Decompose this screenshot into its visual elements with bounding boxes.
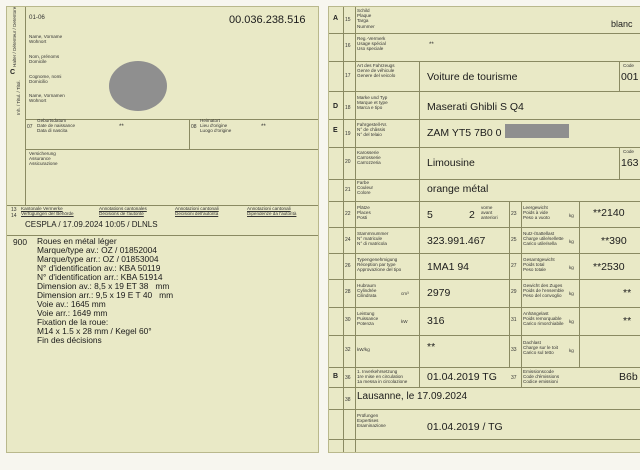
displacement-value: 2979 [427,287,451,299]
towing-labels: Anhängelast Poids remorquable Carico rimorchiabile [523,311,564,327]
chassis-value: ZAM YT5 7B0 0 [427,127,502,139]
row-num-36: 36 [345,375,351,381]
kg-unit-6: kg [569,348,574,353]
row-num-24: 24 [345,237,351,243]
section-letter-a: A [333,15,339,22]
holder-labels-4: Name, Vornamen Wohnort [29,93,65,104]
body-code-value: 163 [621,157,639,169]
payload-value: **390 [601,235,627,247]
row-num-14: 14 [11,213,17,219]
type-approval-value: 1MA1 94 [427,261,470,273]
insurance-labels: Versicherung Assurance Assicurazione [29,151,58,167]
row-num-07: 07 [27,124,33,130]
row-num-21: 21 [345,187,351,193]
footer-label-2: Annotations cantonales Décisions de l'autorité [99,206,147,217]
decision-text: Roues en métal léger Marque/type av.: OZ / 01852004 Marque/type arr.: OZ / 01853004 N° d'identification av.: KBA 50119 N° d'identification arr.: KBA 51914 Dimension av.: 8,5 x 19 ET 38 mm Dimension arr.: 9,5 x 19 E T 40 mm Voie av.: 1645 mm Voie arr.: 1649 mm Fixation de la roue: M14 x 1.5 x 28 mm / Kegel 60° Fin des décisions [37,236,174,345]
first-registration-labels: 1. Inverkehrsetzung 1re mise en circulation 1a messa in circolazione [357,369,408,385]
origin-value: ** [261,123,266,130]
kg-unit-4: kg [569,291,574,296]
row-num-29: 29 [511,289,517,295]
inspection-labels: Prüfungen Expertises Esaminazione [357,413,386,429]
body-code-label: Code [623,149,634,154]
redacted-chassis [505,124,569,138]
row-num-17: 17 [345,73,351,79]
footer-label-3: Annotazioni cantonali Decisioni dell'autorità [175,206,219,217]
row-num-27: 27 [511,263,517,269]
kw-kg-label: kW/kg [357,347,370,352]
footer-label-1: Kantonale Vermerke Verfügungen der Behörde [21,206,74,217]
code-label: Code [623,63,634,68]
right-page [328,6,640,453]
vehicle-type-labels: Art des Fahrzeugs Genre de véhicule Genere del veicolo [357,63,396,79]
stamp-line: CESPLA / 17.09.2024 10:05 / DLNLS [25,220,158,229]
footer-label-4: Annotazioni cantonali Dipendenze da l'autorità [247,206,297,217]
row-num-32: 32 [345,347,351,353]
chassis-labels: Fahrgestell-Nr. N° de châssis N° del telaio [357,122,388,138]
empty-weight-labels: Leergewicht Poids à vide Peso a vuoto [523,205,550,221]
section-letter-d: D [333,103,339,110]
seats-value: 5 [427,209,433,221]
row-num-18: 18 [345,105,351,111]
section-letter-c: C [10,69,16,76]
origin-labels: Heimatort Lieu d'origine Luogo d'origine [200,118,232,134]
seats-front-value: 2 [469,209,475,221]
row-num-23: 23 [511,211,517,217]
usage-labels: Reg.-Vermerk Usage spécial Uso speciale [357,36,386,52]
left-page [6,6,319,453]
kg-unit-2: kg [569,239,574,244]
make-labels: Marke und Typ Marque et type Marca e tipo [357,95,388,111]
plate-color: blanc [611,19,633,29]
payload-labels: Nutz-/Sattellast Charge utile/sellette Carico utile/sella [523,231,564,247]
row-num-25: 25 [511,237,517,243]
type-approval-labels: Typengenehmigung Réception par type Approvazione del tipo [357,257,402,273]
row-num-08: 08 [191,124,197,130]
body-labels: Karosserie Carrosserie Carrozzeria [357,150,381,166]
first-registration-value: 01.04.2019 TG [427,371,497,383]
color-labels: Farbe Couleur Colore [357,180,374,196]
emission-value: B6b [619,371,638,383]
vehicle-type-value: Voiture de tourisme [427,71,518,83]
row-num-33: 33 [511,347,517,353]
row-num-31: 31 [511,317,517,323]
row-num-26: 26 [345,263,351,269]
color-value: orange métal [427,183,489,195]
kg-unit-3: kg [569,265,574,270]
total-weight-labels: Gesamtgewicht Poids total Peso totale [523,257,555,273]
emission-labels: Emissionscode Code d'émissions Codice emissioni [523,369,560,385]
kg-unit-1: kg [569,213,574,218]
birth-labels: Geburtsdatum Date de naissance Data di nascita [37,118,76,134]
power-unit: kW [401,319,408,324]
inspection-value: 01.04.2019 / TG [427,421,503,433]
empty-weight-value: **2140 [593,207,625,219]
usage-value: ** [429,41,434,48]
displacement-unit: cm³ [401,291,409,296]
decision-code: 900 [13,237,27,247]
side-label-holder: Halter / Détenteur / Detentore [12,6,17,67]
master-number-labels: Stammnummer N° matricule N° di matricola [357,231,389,247]
row-num-20: 20 [345,159,351,165]
total-weight-value: **2530 [593,261,625,273]
section-letter-b: B [333,373,339,380]
kw-kg-value: ** [427,341,436,353]
row-num-16: 16 [345,43,351,49]
code-value: 001 [621,71,639,83]
field-01-label: 01-06 [29,14,45,21]
document-number: 00.036.238.516 [229,14,306,26]
plate-labels: Schild Plaque Targa Nummer [357,8,375,29]
birth-value: ** [119,123,124,130]
towing-value: ** [623,315,632,327]
row-num-22: 22 [345,211,351,217]
row-num-15: 15 [345,17,351,23]
power-labels: Leistung Puissance Potenza [357,311,379,327]
kg-unit-5: kg [569,319,574,324]
train-weight-value: ** [623,287,632,299]
redacted-holder-name [109,61,167,111]
train-weight-labels: Gewicht des Zuges Poids de l'ensemble Peso del convoglio [523,283,564,299]
side-label-inh: Inh. / Titul. / Titol. [16,80,21,115]
seats-labels: Plätze Places Posti [357,205,371,221]
roof-load-labels: Dachlast Charge sur le toit Carico sul tetto [523,340,558,356]
holder-labels-3: Cognome, nomi Domicilio [29,74,62,85]
seats-front-labels: vorne avant anteriori [481,205,498,221]
master-number-value: 323.991.467 [427,235,486,247]
displacement-labels: Hubraum Cylindrée Cilindrata [357,283,377,299]
row-num-38: 38 [345,397,351,403]
body-value: Limousine [427,157,475,169]
section-letter-e: E [333,127,338,134]
power-value: 316 [427,315,445,327]
place-date: Lausanne, le 17.09.2024 [357,391,468,402]
row-num-37: 37 [511,375,517,381]
make-value: Maserati Ghibli S Q4 [427,101,524,113]
holder-labels-2: Nom, prénoms Domicile [29,54,60,65]
row-num-28: 28 [345,289,351,295]
holder-labels-1: Name, Vorname Wohnort [29,34,63,45]
row-num-19: 19 [345,131,351,137]
row-num-30: 30 [345,317,351,323]
row-num-13: 13 [11,207,17,213]
